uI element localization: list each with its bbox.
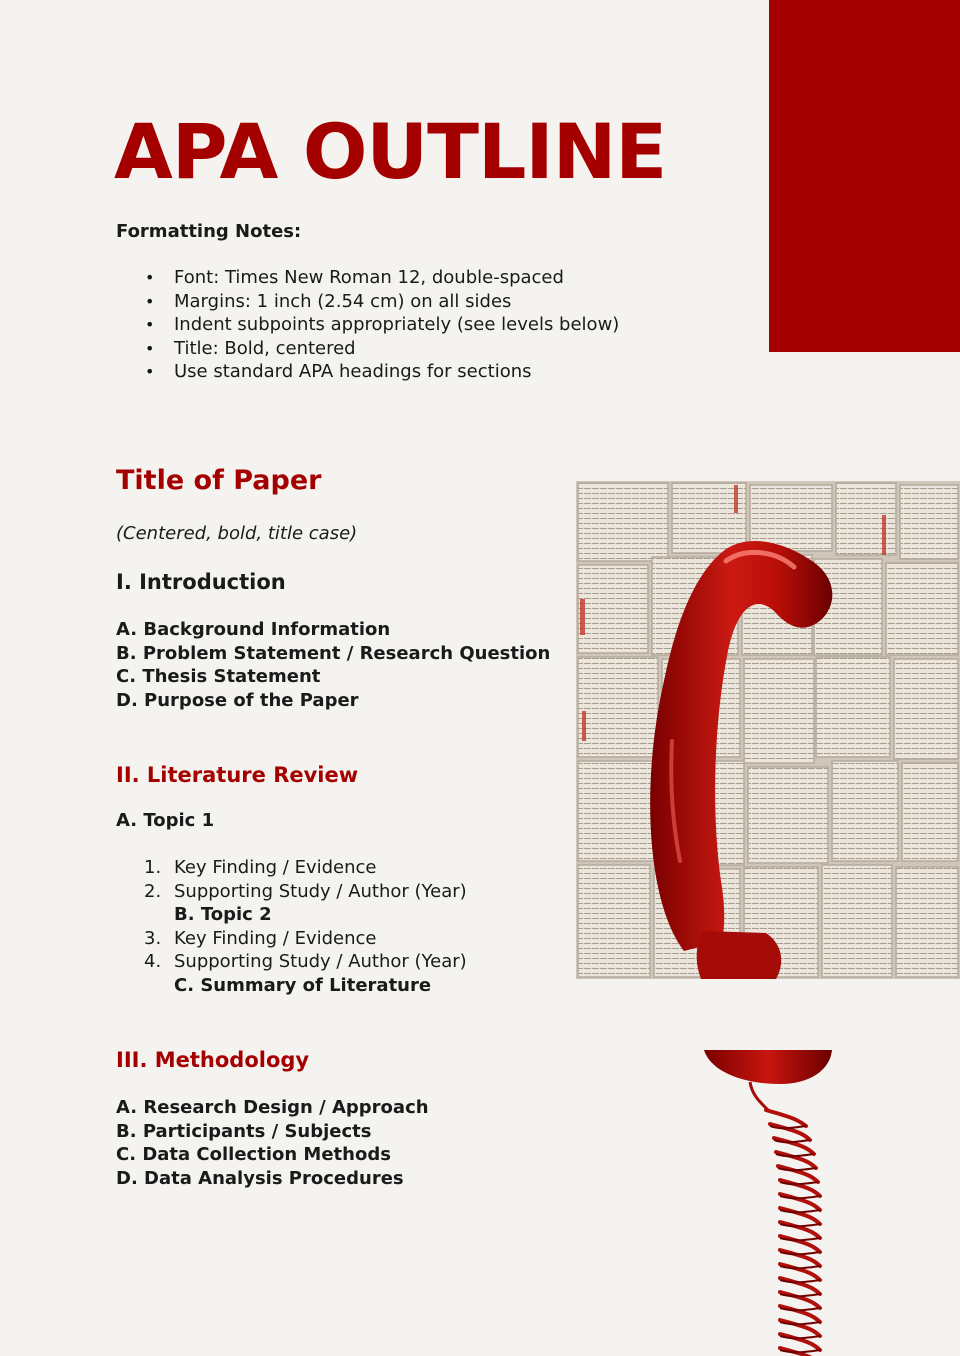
list-item [144, 927, 467, 951]
item-number: 1. [144, 857, 162, 878]
list-item [144, 856, 467, 880]
methodology-list [116, 1096, 429, 1190]
formatting-notes-label: Formatting Notes: [116, 221, 302, 242]
introduction-heading: I. Introduction [116, 570, 286, 594]
list-item: C. Thesis Statement [116, 666, 321, 688]
page-title: APA OUTLINE [114, 107, 667, 196]
list-item [144, 880, 467, 904]
list-item: B. Participants / Subjects [116, 1120, 372, 1142]
literature-review-heading: II. Literature Review [116, 763, 359, 787]
list-item: • Indent subpoints appropriately (see levels below) [140, 313, 619, 337]
item-text: Supporting Study / Author (Year) [174, 880, 467, 902]
list-item: • Title: Bold, centered [140, 337, 619, 361]
item-text: Key Finding / Evidence [174, 927, 377, 949]
paper-title-heading: Title of Paper [116, 465, 322, 496]
topic-1-heading: A. Topic 1 [116, 810, 215, 831]
summary-of-literature-heading: C. Summary of Literature [174, 974, 432, 996]
list-item: A. Research Design / Approach [116, 1097, 429, 1118]
list-item [144, 950, 467, 974]
item-number: 4. [144, 951, 162, 973]
item-number: 3. [144, 927, 162, 949]
topic-2-heading: B. Topic 2 [174, 904, 272, 926]
item-text: Supporting Study / Author (Year) [174, 951, 467, 973]
literature-review-list [144, 856, 467, 998]
methodology-heading: III. Methodology [116, 1048, 310, 1072]
list-item: A. Background Information [116, 619, 391, 640]
list-item: D. Data Analysis Procedures [116, 1167, 404, 1189]
telephone-cord-illustration [700, 1050, 860, 1356]
list-item: D. Purpose of the Paper [116, 689, 359, 711]
list-item: C. Data Collection Methods [116, 1144, 391, 1166]
list-item: B. Problem Statement / Research Question [116, 642, 551, 664]
decorative-red-block [769, 0, 960, 352]
telephone-books-photo [576, 481, 960, 979]
list-item: • Font: Times New Roman 12, double-spaced [140, 266, 619, 290]
formatting-notes-list [140, 266, 619, 384]
paper-title-note: (Centered, bold, title case) [116, 523, 358, 544]
item-number: 2. [144, 880, 162, 902]
list-item: • Margins: 1 inch (2.54 cm) on all sides [140, 290, 619, 314]
list-item: • Use standard APA headings for sections [140, 360, 619, 384]
item-text: Key Finding / Evidence [174, 857, 377, 878]
introduction-list [116, 618, 550, 712]
